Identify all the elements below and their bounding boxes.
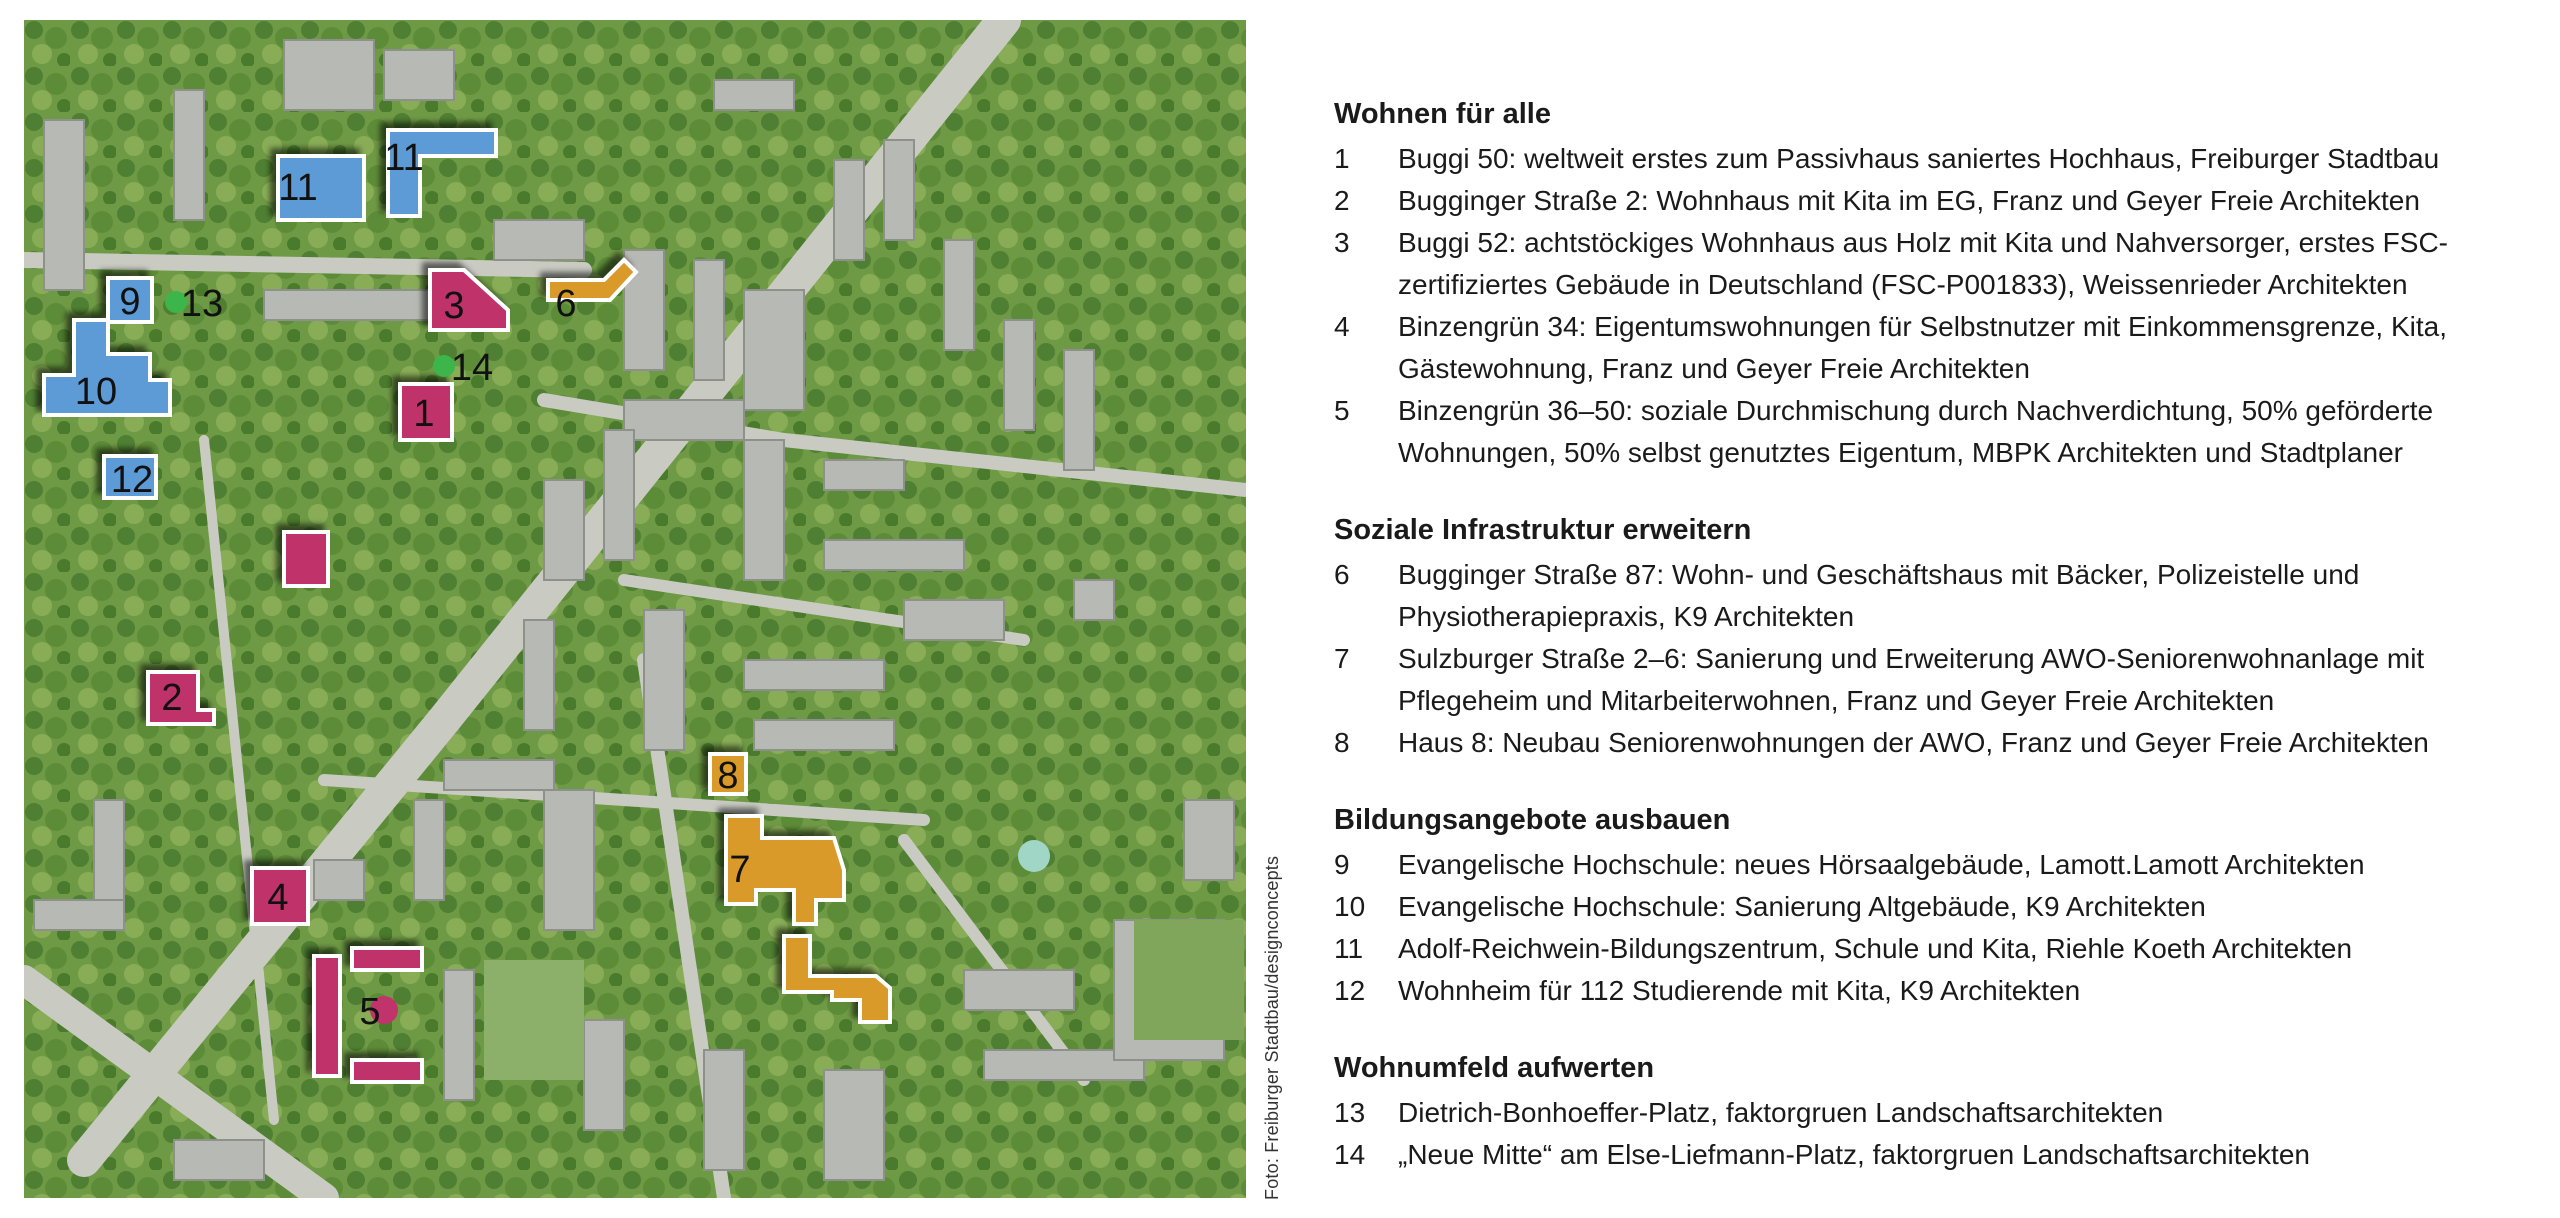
legend-entry-text: Buggi 50: weltweit erstes zum Passivhaus saniertes Hochhaus, Freiburger Stadtbau bbox=[1398, 143, 2440, 174]
legend-entry-text: Evangelische Hochschule: Sanierung Altgebäude, K9 Architekten bbox=[1398, 891, 2206, 922]
legend-entry-text: Binzengrün 36–50: soziale Durchmischung durch Nachverdichtung, 50% geförderte Wohnungen, 50% selbst genutztes Eigentum, MBPK Architekten und Stadtplaner bbox=[1398, 395, 2434, 468]
marker-label-12: 12 bbox=[110, 459, 154, 501]
legend-entry-number: 6 bbox=[1334, 559, 1350, 590]
sports-field-2 bbox=[484, 960, 584, 1080]
marker-label-11a: 11 bbox=[278, 167, 318, 209]
legend-entry bbox=[1334, 554, 2544, 638]
building-5-west[interactable] bbox=[314, 956, 340, 1076]
legend-entry bbox=[1334, 722, 2544, 764]
marker-label-11b: 11 bbox=[384, 137, 424, 179]
legend-entry-text: „Neue Mitte“ am Else-Liefmann-Platz, faktorgruen Landschaftsarchitekten bbox=[1398, 1139, 2310, 1170]
legend-entry-text: Haus 8: Neubau Seniorenwohnungen der AWO, Franz und Geyer Freie Architekten bbox=[1398, 727, 2429, 758]
legend-entry bbox=[1334, 180, 2544, 222]
legend-entry-number: 2 bbox=[1334, 185, 1350, 216]
legend-section-title: Wohnen für alle bbox=[1334, 98, 1551, 130]
marker-label-13: 13 bbox=[180, 283, 224, 325]
legend-entry bbox=[1334, 1134, 2544, 1176]
legend-section-title: Soziale Infrastruktur erweitern bbox=[1334, 514, 1752, 546]
photo-credit: Foto: Freiburger Stadtbau/designconcepts bbox=[1262, 855, 1282, 1200]
legend-entry bbox=[1334, 1092, 2544, 1134]
legend-section-title: Bildungsangebote ausbauen bbox=[1334, 804, 1731, 836]
legend-entry-text: Dietrich-Bonhoeffer-Platz, faktorgruen Landschaftsarchitekten bbox=[1398, 1097, 2164, 1128]
legend-section-housing bbox=[1334, 96, 2544, 474]
legend-entry-number: 11 bbox=[1334, 933, 1364, 964]
legend-entry bbox=[1334, 928, 2544, 970]
legend-entry-text: Binzengrün 34: Eigentumswohnungen für Selbstnutzer mit Einkommensgrenze, Kita, Gästewohnung, Franz und Geyer Freie Architekten bbox=[1398, 311, 2448, 384]
sports-field bbox=[1134, 920, 1244, 1040]
legend-entry-text: Evangelische Hochschule: neues Hörsaalgebäude, Lamott.Lamott Architekten bbox=[1398, 849, 2365, 880]
legend-entry-text: Wohnheim für 112 Studierende mit Kita, K9 Architekten bbox=[1398, 975, 2081, 1006]
legend-entry bbox=[1334, 222, 2544, 306]
legend-entry bbox=[1334, 638, 2544, 722]
legend-entry-text: Sulzburger Straße 2–6: Sanierung und Erweiterung AWO-Seniorenwohnanlage mit Pflegeheim und Mitarbeiterwohnen, Franz und Geyer Freie Architekten bbox=[1398, 643, 2425, 716]
legend-section-infrastructure bbox=[1334, 512, 2544, 764]
legend-entry bbox=[1334, 970, 2544, 1012]
legend-entry bbox=[1334, 390, 2544, 474]
legend-entry bbox=[1334, 844, 2544, 886]
marker-label-5: 5 bbox=[359, 991, 381, 1033]
pond bbox=[1018, 840, 1050, 872]
legend-entry bbox=[1334, 138, 2544, 180]
legend-entry-number: 10 bbox=[1334, 891, 1366, 922]
marker-label-14: 14 bbox=[450, 347, 494, 389]
legend bbox=[1334, 96, 2544, 1214]
legend-entry-number: 13 bbox=[1334, 1097, 1366, 1128]
marker-label-6: 6 bbox=[555, 283, 577, 325]
legend-entry-number: 14 bbox=[1334, 1139, 1366, 1170]
marker-label-7: 7 bbox=[729, 849, 751, 891]
legend-section-title: Wohnumfeld aufwerten bbox=[1334, 1052, 1655, 1084]
building-5-south[interactable] bbox=[352, 1060, 422, 1082]
legend-entry-text: Buggi 52: achtstöckiges Wohnhaus aus Holz mit Kita und Nahversorger, erstes FSC-zertifiziertes Gebäude in Deutschland (FSC-P001833), Weissenrieder Architekten bbox=[1398, 227, 2448, 300]
marker-label-4: 4 bbox=[267, 877, 289, 919]
legend-entry-text: Adolf-Reichwein-Bildungszentrum, Schule und Kita, Riehle Koeth Architekten bbox=[1398, 933, 2353, 964]
marker-label-2: 2 bbox=[161, 677, 183, 719]
marker-label-1: 1 bbox=[413, 393, 435, 435]
legend-entry-number: 5 bbox=[1334, 395, 1350, 426]
legend-entry-text: Bugginger Straße 87: Wohn- und Geschäftshaus mit Bäcker, Polizeistelle und Physiotherapiepraxis, K9 Architekten bbox=[1398, 559, 2360, 632]
legend-section-education bbox=[1334, 802, 2544, 1012]
legend-entry-number: 12 bbox=[1334, 975, 1366, 1006]
legend-entry bbox=[1334, 886, 2544, 928]
aerial-map bbox=[24, 20, 1246, 1198]
legend-entry-text: Bugginger Straße 2: Wohnhaus mit Kita im EG, Franz und Geyer Freie Architekten bbox=[1398, 185, 2420, 216]
legend-entry-number: 1 bbox=[1334, 143, 1350, 174]
marker-label-3: 3 bbox=[443, 285, 465, 327]
building-5-north[interactable] bbox=[352, 948, 422, 970]
legend-entry-number: 8 bbox=[1334, 727, 1350, 758]
marker-label-9: 9 bbox=[119, 281, 141, 323]
marker-label-10: 10 bbox=[74, 371, 118, 413]
legend-section-environment bbox=[1334, 1050, 2544, 1176]
legend-entry-number: 9 bbox=[1334, 849, 1350, 880]
marker-label-8: 8 bbox=[717, 755, 739, 797]
legend-entry-number: 4 bbox=[1334, 311, 1350, 342]
building-unnumbered[interactable] bbox=[284, 532, 328, 586]
legend-entry-number: 7 bbox=[1334, 643, 1350, 674]
legend-entry-number: 3 bbox=[1334, 227, 1350, 258]
legend-entry bbox=[1334, 306, 2544, 390]
